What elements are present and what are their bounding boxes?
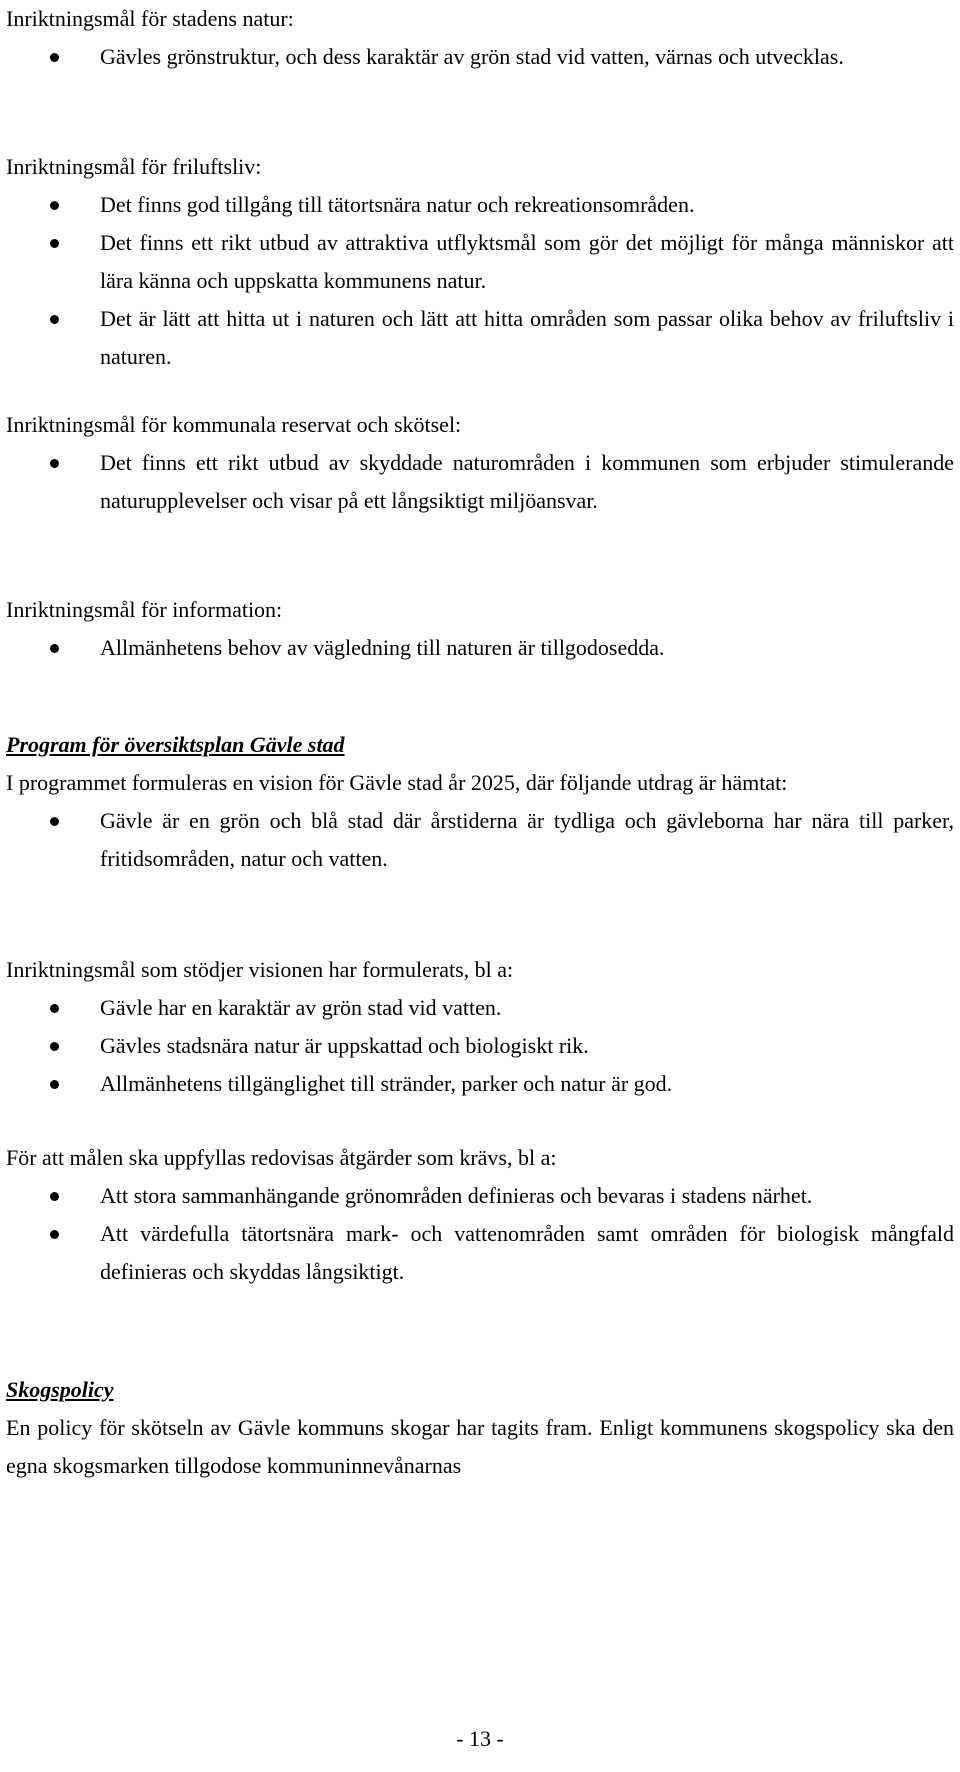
section-vision-goals [6, 951, 954, 1103]
list-item: Allmänhetens behov av vägledning till naturen är tillgodosedda. [6, 629, 954, 667]
bullet-list [6, 186, 954, 376]
bullet-icon [50, 239, 59, 248]
bullet-list [6, 444, 954, 520]
section-stadens-natur [6, 0, 954, 76]
list-item: Det är lätt att hitta ut i naturen och lätt att hitta områden som passar olika behov av friluftsliv i naturen. [6, 300, 954, 376]
bullet-icon [50, 817, 59, 826]
section-intro: Inriktningsmål som stödjer visionen har formulerats, bl a: [6, 957, 514, 982]
list-item: Gävles grönstruktur, och dess karaktär av grön stad vid vatten, värnas och utvecklas. [6, 38, 954, 76]
bullet-list [6, 38, 954, 76]
bullet-list [6, 1177, 954, 1291]
section-intro: För att målen ska uppfyllas redovisas åtgärder som krävs, bl a: [6, 1145, 557, 1170]
bullet-list [6, 629, 954, 667]
section-heading: Program för översiktsplan Gävle stad [6, 732, 345, 757]
bullet-icon [50, 315, 59, 324]
list-item: Det finns ett rikt utbud av skyddade naturområden i kommunen som erbjuder stimulerande naturupplevelser och visar på ett långsiktigt miljöansvar. [6, 444, 954, 520]
section-intro: Inriktningsmål för kommunala reservat och skötsel: [6, 412, 462, 437]
bullet-icon [50, 644, 59, 653]
bullet-icon [50, 1042, 59, 1051]
section-intro: Inriktningsmål för information: [6, 597, 283, 622]
list-item: Att värdefulla tätortsnära mark- och vattenområden samt områden för biologisk mångfald definieras och skyddas långsiktigt. [6, 1215, 954, 1291]
section-intro: Inriktningsmål för stadens natur: [6, 6, 294, 31]
bullet-list [6, 802, 954, 878]
bullet-icon [50, 1080, 59, 1089]
bullet-icon [50, 1192, 59, 1201]
section-program-oversiktsplan [6, 726, 954, 878]
bullet-icon [50, 53, 59, 62]
bullet-icon [50, 459, 59, 468]
bullet-icon [50, 201, 59, 210]
list-item: Det finns ett rikt utbud av attraktiva utflyktsmål som gör det möjligt för många människor att lära känna och uppskatta kommunens natur. [6, 224, 954, 300]
section-information [6, 591, 954, 667]
page-number: - 13 - [456, 1726, 504, 1751]
list-item: Gävles stadsnära natur är uppskattad och biologiskt rik. [6, 1027, 954, 1065]
section-atgarder [6, 1139, 954, 1291]
section-intro: I programmet formuleras en vision för Gävle stad år 2025, där följande utdrag är hämtat: [6, 770, 788, 795]
section-friluftsliv [6, 148, 954, 376]
list-item: Att stora sammanhängande grönområden definieras och bevaras i stadens närhet. [6, 1177, 954, 1215]
bullet-icon [50, 1004, 59, 1013]
section-intro: Inriktningsmål för friluftsliv: [6, 154, 262, 179]
bullet-list [6, 989, 954, 1103]
bullet-icon [50, 1230, 59, 1239]
section-skogspolicy [6, 1371, 954, 1485]
list-item: Allmänhetens tillgänglighet till stränder, parker och natur är god. [6, 1065, 954, 1103]
section-heading: Skogspolicy [6, 1377, 114, 1402]
section-kommunala-reservat [6, 406, 954, 520]
list-item: Det finns god tillgång till tätortsnära natur och rekreationsområden. [6, 186, 954, 224]
list-item: Gävle är en grön och blå stad där årstiderna är tydliga och gävleborna har nära till parker, fritidsområden, natur och vatten. [6, 802, 954, 878]
list-item: Gävle har en karaktär av grön stad vid vatten. [6, 989, 954, 1027]
section-intro: En policy för skötseln av Gävle kommuns skogar har tagits fram. Enligt kommunens skogspolicy ska den egna skogsmarken tillgodose kommuninnevånarnas [6, 1415, 954, 1478]
